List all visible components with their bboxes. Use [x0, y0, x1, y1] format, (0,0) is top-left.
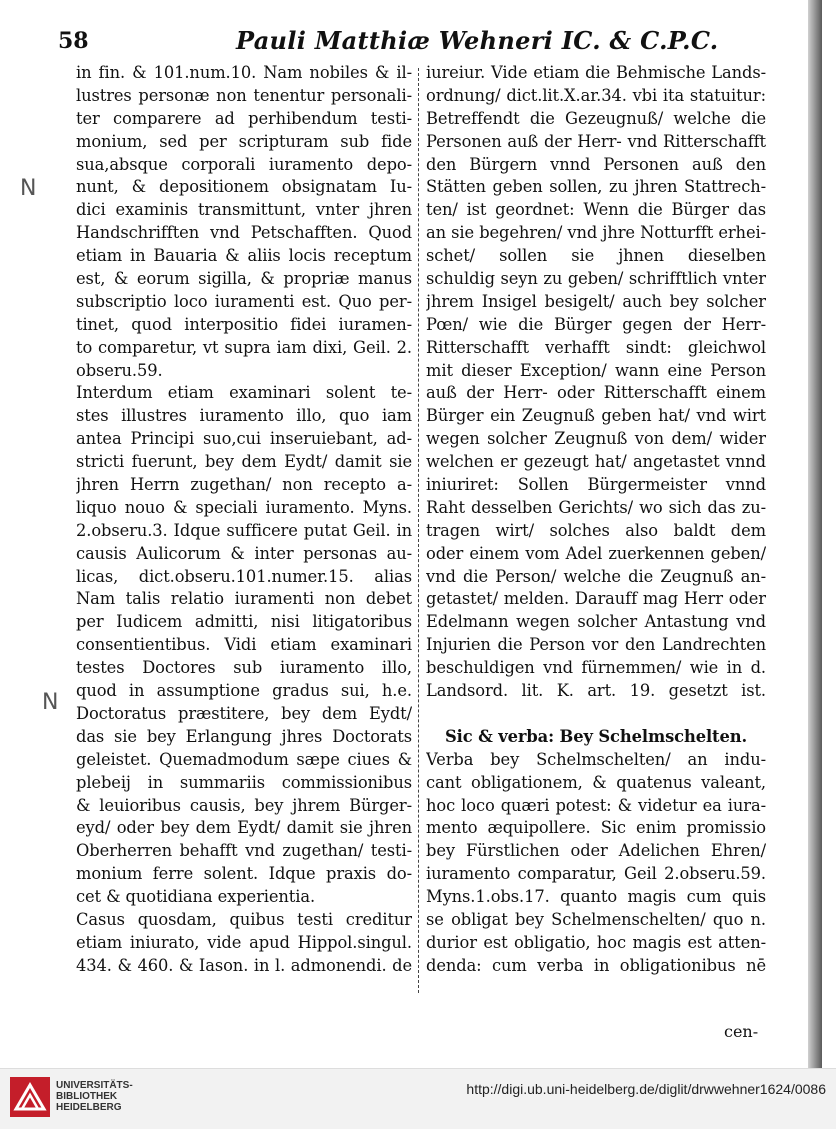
source-url-link[interactable]: http://digi.ub.uni-heidelberg.de/diglit/drwwehner1624/0086 [466, 1081, 826, 1097]
text-line: an sie begehren/ vnd jhre Notturfft erhei- [426, 223, 766, 243]
text-line: & leuioribus causis, bey jhrem Bürger- [76, 795, 412, 815]
running-title: Pauli Matthiæ Wehneri IC. & C.P.C. [236, 26, 719, 55]
text-line: das sie bey Erlangung jhres Doctorats [76, 726, 412, 746]
text-line: dici examinis transmittunt, vnter jhren [76, 200, 412, 220]
column-divider [418, 68, 420, 993]
page-number: 58 [58, 28, 89, 54]
text-line: se obligat bey Schelmenschelten/ quo n. [426, 909, 766, 929]
text-line: Handschrifften vnd Petschafften. Quod [76, 223, 412, 243]
text-line: obseru.59. [76, 360, 163, 380]
text-line: Verba bey Schelmschelten/ an indu- [426, 749, 766, 769]
text-line: Edelmann wegen solcher Antastung vnd [426, 612, 766, 632]
text-line: Stätten geben sollen, zu jhren Stattrech- [426, 177, 766, 197]
text-line: per Iudicem admitti, nisi litigatoribus [76, 612, 412, 632]
text-line: iureiur. Vide etiam die Behmische Lands- [426, 63, 766, 82]
text-line: Ritterschafft verhafft sindt: gleichwol [426, 337, 766, 357]
text-line: in fin. & 101.num.10. Nam nobiles & il- [76, 63, 412, 82]
text-line: Interdum etiam examinari solent te- [76, 383, 412, 403]
text-line: oder einem vom Adel zuerkennen geben/ [426, 543, 766, 563]
text-line: denda: cum verba in obligationibus nē [426, 955, 766, 975]
text-line: Bürger ein Zeugnuß geben hat/ vnd wirt [426, 406, 766, 426]
text-line: geleistet. Quemadmodum sæpe ciues & [76, 749, 412, 769]
text-line: licas, dict.obseru.101.numer.15. alias [76, 566, 412, 586]
text-line: Casus quosdam, quibus testi creditur [76, 909, 412, 929]
text-line: iniuriret: Sollen Bürgermeister vnnd [426, 475, 766, 495]
text-line: 2.obseru.3. Idque sufficere putat Geil. in [76, 520, 412, 540]
text-line: stricti fuerunt, bey dem Eydt/ damit sie [76, 452, 412, 472]
library-name [56, 1080, 133, 1113]
text-line: ordnung/ dict.lit.X.ar.34. vbi ita statuitur: [426, 85, 766, 105]
margin-mark-top: N [20, 176, 37, 201]
text-line: tinet, quod interpositio fidei iuramen- [76, 314, 412, 334]
text-line: Oberherren behafft vnd zugethan/ testi- [76, 841, 412, 861]
library-name-line: HEIDELBERG [56, 1102, 122, 1113]
text-line: Landsord. lit. K. art. 19. gesetzt ist. [426, 681, 766, 701]
text-line: Betreffendt die Gezeugnuß/ welche die [426, 108, 766, 128]
catchword: cen- [724, 1022, 759, 1041]
library-name-line: BIBLIOTHEK [56, 1091, 118, 1102]
text-line: lustres personæ non tenentur personali- [76, 85, 412, 105]
text-line: Doctoratus præstitere, bey dem Eydt/ [76, 703, 412, 723]
text-line: antea Principi suo,cui inseruiebant, ad- [76, 429, 412, 449]
text-line: hoc loco quæri potest: & videtur ea iura- [426, 795, 766, 815]
footer-bar [0, 1068, 836, 1129]
text-line: liquo nouo & speciali iuramento. Myns. [76, 497, 412, 517]
text-line: Raht desselben Gerichts/ wo sich das zu- [426, 497, 766, 517]
text-line: subscriptio loco iuramenti est. Quo per- [76, 291, 412, 311]
text-line: Sic & verba: Bey Schelmschelten. [444, 726, 748, 746]
text-line: testes Doctores sub iuramento illo, [76, 658, 412, 678]
university-library-logo-icon [10, 1077, 50, 1117]
text-line: est, & eorum sigilla, & propriæ manus [76, 269, 412, 289]
text-line: stes illustres iuramento illo, quo iam [76, 406, 412, 426]
text-line: jhrem Insigel besigelt/ auch bey solcher [426, 291, 766, 311]
text-line: schet/ sollen sie jhnen dieselben [426, 246, 766, 266]
text-line: schuldig seyn zu geben/ schrifftlich vnter [426, 269, 766, 289]
text-line: ten/ ist geordnet: Wenn die Bürger das [426, 200, 766, 220]
text-line: sua,absque corporali iuramento depo- [76, 154, 412, 174]
text-line: wegen solcher Zeugnuß von dem/ wider [426, 429, 766, 449]
text-line: durior est obligatio, hoc magis est atten- [426, 932, 766, 952]
library-name-line: UNIVERSITÄTS- [56, 1080, 133, 1091]
text-line: Nam talis relatio iuramenti non debet [76, 589, 412, 609]
text-line: mit dieser Exception/ wann eine Person [426, 360, 766, 380]
text-line: quod in assumptione gradus sui, h.e. [76, 681, 412, 701]
text-line: eyd/ oder bey dem Eydt/ damit sie jhren [76, 818, 412, 838]
text-line: ter comparere ad perhibendum testi- [76, 108, 412, 128]
margin-mark-bottom: N [42, 690, 59, 715]
text-line: jhren Herrn zugethan/ non recepto a- [76, 475, 412, 495]
text-line: iuramento comparatur, Geil 2.obseru.59. [426, 864, 766, 884]
text-line: monium ferre solent. Idque praxis do- [76, 864, 412, 884]
text-line: beschuldigen vnd fürnemmen/ wie in d. [426, 658, 766, 678]
text-line: causis Aulicorum & inter personas au- [76, 543, 412, 563]
text-line: etiam iniurato, vide apud Hippol.singul. [76, 932, 412, 952]
right-text-column [426, 62, 766, 978]
text-line: getastet/ melden. Darauff mag Herr oder [426, 589, 766, 609]
page-header [58, 24, 792, 58]
text-line: consentientibus. Vidi etiam examinari [76, 635, 412, 655]
text-line: nunt, & depositionem obsignatam Iu- [76, 177, 412, 197]
text-line: to comparetur, vt supra iam dixi, Geil. 2. [76, 337, 412, 357]
text-line: welchen er gezeugt hat/ angetastet vnnd [426, 452, 766, 472]
text-line: Pœn/ wie die Bürger gegen der Herr- [426, 314, 766, 334]
text-line: etiam in Bauaria & aliis locis receptum [76, 246, 412, 266]
text-line [426, 703, 766, 726]
text-line: bey Fürstlichen oder Adelichen Ehren/ [426, 841, 766, 861]
text-line: Myns.1.obs.17. quanto magis cum quis [426, 887, 766, 907]
text-line: cet & quotidiana experientia. [76, 887, 316, 907]
text-line: tragen wirt/ solches also baldt dem [426, 520, 766, 540]
text-line: cant obligationem, & quatenus valeant, [426, 772, 766, 792]
text-line: den Bürgern vnnd Personen auß den [426, 154, 766, 174]
left-text-column [76, 62, 412, 978]
page-edge-shadow [808, 0, 822, 1068]
text-line: plebeij in summariis commissionibus [76, 772, 412, 792]
text-line: Injurien die Person vor den Landrechten [426, 635, 766, 655]
text-line: mento æquipollere. Sic enim promissio [426, 818, 766, 838]
text-line: auß der Herr- oder Ritterschafft einem [426, 383, 766, 403]
text-line: Personen auß der Herr- vnd Ritterschafft [426, 131, 766, 151]
text-line: 434. & 460. & Iason. in l. admonendi. de [76, 955, 412, 975]
text-line: monium, sed per scripturam sub fide [76, 131, 412, 151]
text-line: vnd die Person/ welche die Zeugnuß an- [426, 566, 766, 586]
